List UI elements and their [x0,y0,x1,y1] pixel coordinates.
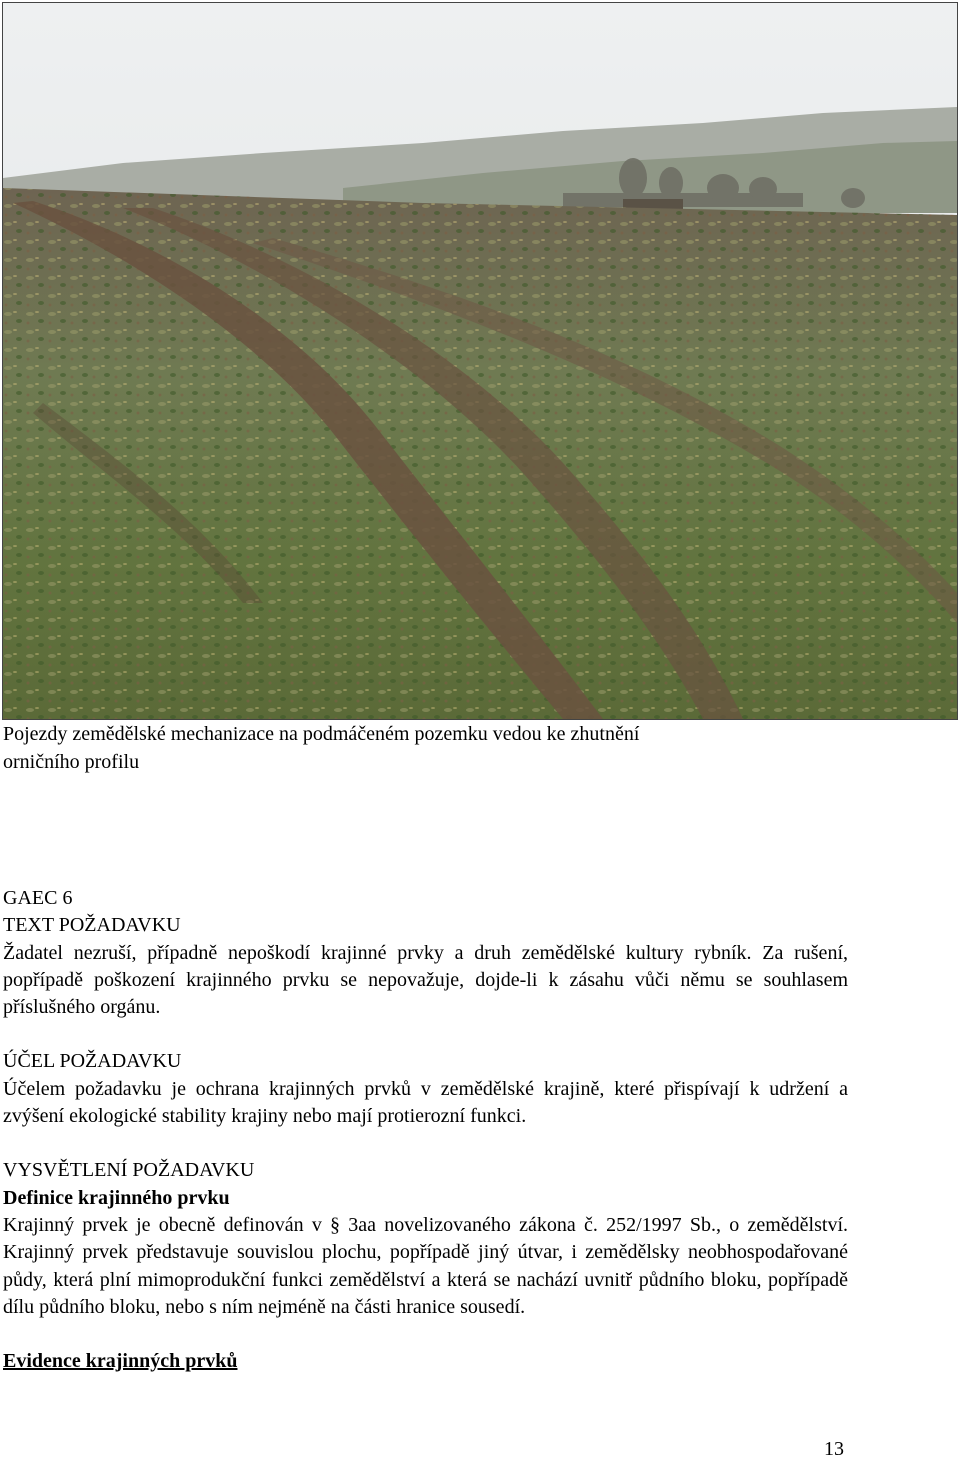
purpose-heading: ÚČEL POŽADAVKU [3,1050,182,1073]
page-number: 13 [824,1438,844,1460]
section-code: GAEC 6 [3,887,73,909]
explanation-heading: VYSVĚTLENÍ POŽADAVKU [3,1159,255,1182]
field-photo-icon [3,3,957,719]
text-paragraph: Žadatel nezruší, případně nepoškodí krajinné prvky a druh zemědělské kultury rybník. Za rušení, popřípadě poškození krajinného prvku se nepovažuje, dojde-li k zásahu vůči němu se souhlasem příslušného orgánu. [3,941,848,1019]
field-photo [2,2,958,720]
photo-caption [3,720,843,776]
document-body [3,885,848,1375]
purpose-paragraph: Účelem požadavku je ochrana krajinných prvků v zemědělské krajině, které přispívají k udržení a zvýšení ekologické stability krajiny nebo mají protierozní funkci. [3,1077,848,1128]
caption-line: Pojezdy zemědělské mechanizace na podmáčeném pozemku vedou ke zhutnění [3,723,640,745]
evidence-heading: Evidence krajinných prvků [3,1350,238,1373]
definition-paragraph: Krajinný prvek je obecně definován v § 3aa novelizovaného zákona č. 252/1997 Sb., o zemědělství. Krajinný prvek představuje souvislou plochu, popřípadě jiný útvar, i zemědělsky neobhospodařované půdy, která plní mimoprodukční funkci zemědělství a která se nachází uvnitř půdního bloku, popřípadě dílu půdního bloku, nebo s ním nejméně na části hranice sousedí. [3,1213,848,1318]
definition-heading: Definice krajinného prvku [3,1186,230,1209]
caption-line: orničního profilu [3,751,140,773]
text-heading: TEXT POŽADAVKU [3,914,181,937]
